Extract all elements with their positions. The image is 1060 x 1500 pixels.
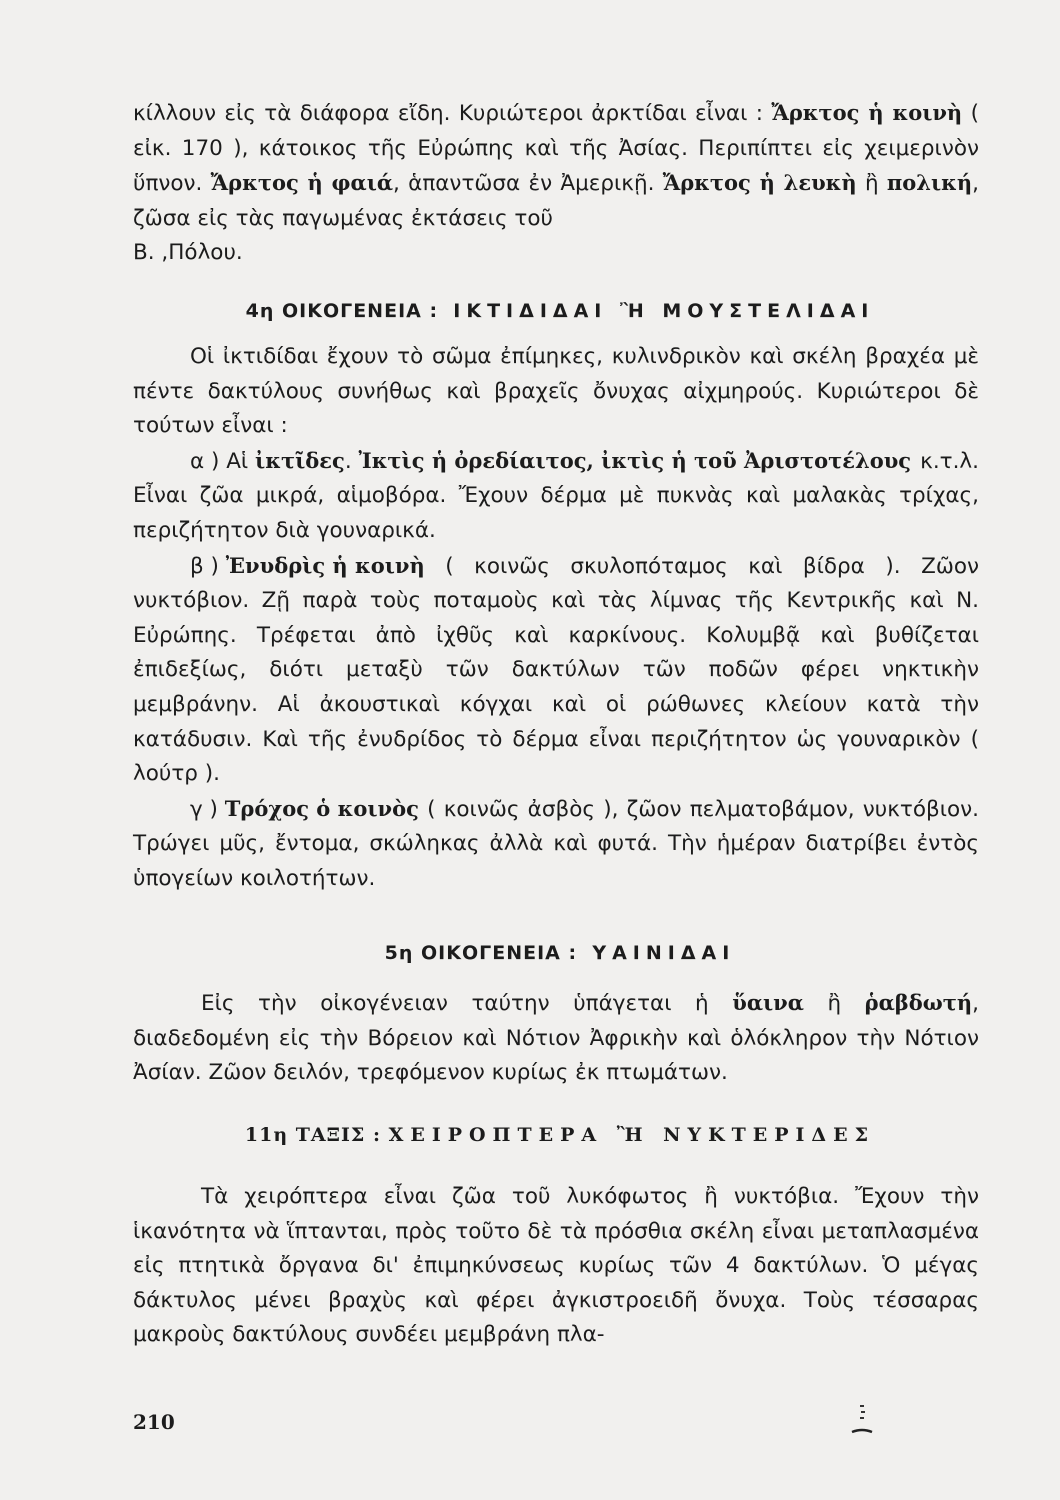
heading-family-5 <box>30 942 1060 964</box>
heading-name: ΥΑΙΝΙΔΑΙ <box>592 942 736 964</box>
text-run: , διαδεδομένη εἰς τὴν Βόρειον καὶ Νότιον Ἀφρικὴν καὶ ὁλόκληρον τὴν Νότιον Ἀσίαν. Ζῶον δειλόν, τρεφόμενον κυρίως ἐκ πτωμάτων. <box>133 991 979 1086</box>
bold-term: Ἄρκτος ἡ κοινὴ <box>771 100 963 125</box>
bold-term: Ἄρκτος ἡ λευκὴ <box>662 170 857 196</box>
heading-prefix: 11η ΤΑΞΙΣ : <box>244 1124 381 1146</box>
heading-order-11 <box>30 1124 1060 1146</box>
bold-term: ῥαβδωτή <box>864 990 973 1015</box>
text-run: κ.τ.λ. Εἶναι ζῶα μικρά, αἱμοβόρα. Ἔχουν δέρμα μὲ πυκνὰς καὶ μαλακὰς τρίχας, περιζήτητον διὰ γουναρικά. <box>133 448 979 543</box>
heading-name: ΙΚΤΙΔΙΔΑΙ Ἢ ΜΟΥΣΤΕΛΙΔΑΙ <box>453 300 875 322</box>
text-run: Β. ,Πόλου. <box>133 240 243 266</box>
text-run: ἢ <box>856 171 887 197</box>
text-run: ( εἰκ. 170 ), κάτοικος τῆς Εὐρώπης καὶ τῆς Ἀσίας. Περιπίπτει εἰς χειμερινὸν ὕπνον. <box>133 101 979 197</box>
bold-term: πολική <box>886 170 973 196</box>
bold-term: Ἰκτὶς ἡ ὀρεδίαιτος, ἰκτὶς ἡ τοῦ Ἀριστοτέλους <box>358 447 912 473</box>
bold-term: Τρόχος ὁ κοινὸς <box>224 795 419 821</box>
text-run: , ἁπαντῶσα ἐν Ἀμερικῇ. <box>393 171 663 197</box>
bold-term: ἰκτῖδες <box>255 447 345 473</box>
paragraph-hyenas <box>133 986 979 1091</box>
paragraph-mustelids <box>133 340 979 897</box>
text-run: Οἱ ἰκτιδίδαι ἔχουν τὸ σῶμα ἐπίμηκες, κυλινδρικὸν καὶ σκέλη βραχέα μὲ πέντε δακτύλους συνήθως καὶ βραχεῖς ὄνυχας αἰχμηρούς. Κυριώτεροι δὲ τούτων εἶναι : <box>133 344 979 439</box>
text-run: ( κοινῶς σκυλοπόταμος καὶ βίδρα ). Ζῶον νυκτόβιον. Ζῇ παρὰ τοὺς ποταμοὺς καὶ τὰς λίμνας τῆς Κεντρικῆς καὶ Ν. Εὐρώπης. Τρέφεται ἀπὸ ἰχθῦς καὶ καρκίνους. Κολυμβᾷ καὶ βυθίζεται ἐπιδεξίως, διότι μεταξὺ τῶν δακτύλων τῶν ποδῶν φέρει νηκτικὴν μεμβράνην. Αἱ ἀκουστικαὶ κόγχαι καὶ οἱ ρώθωνες κλείουν κατὰ τὴν κατάδυσιν. Καὶ τῆς ἐνυδρίδος τὸ δέρμα εἶναι περιζήτητον ὡς γουναρικὸν ( λούτρ ). <box>133 553 979 787</box>
heading-prefix: 4η ΟΙΚΟΓΕΝΕΙΑ : <box>245 300 439 322</box>
bold-term: Ἄρκτος ἡ φαιά <box>210 170 394 196</box>
printer-mark-icon <box>848 1402 876 1436</box>
text-run: ἢ <box>803 991 865 1016</box>
bold-term: ὕαινα <box>732 990 804 1015</box>
text-run: κίλλουν εἰς τὰ διάφορα εἴδη. Κυριώτεροι ἀρκτίδαι εἶναι : <box>133 101 772 126</box>
text-run: , ζῶσα εἰς τὰς παγωμένας ἐκτάσεις τοῦ <box>133 171 979 231</box>
text-run: . <box>344 448 359 474</box>
page-number: 210 <box>133 1410 175 1434</box>
bold-term: Ἐνυδρὶς ἡ κοινὴ <box>225 552 425 578</box>
list-label: β ) <box>190 553 226 579</box>
paragraph-bats: Τὰ χειρόπτερα εἶναι ζῶα τοῦ λυκόφωτος ἢ νυκτόβια. Ἔχουν τὴν ἱκανότητα νὰ ἵπτανται, πρὸς τοῦτο δὲ τὰ πρόσθια σκέλη εἶναι μεταπλασμένα εἰς πτητικὰ ὄργανα δι' ἐπιμηκύνσεως κυρίως τῶν 4 δακτύλων. Ὁ μέγας δάκτυλος μένει βραχὺς καὶ φέρει ἀγκιστροειδῆ ὄνυχα. Τοὺς τέσσαρας μακροὺς δακτύλους συνδέει μεμβράνη πλα- <box>133 1184 979 1348</box>
heading-name: ΧΕΙΡΟΠΤΕΡΑ Ἢ ΝΥΚΤΕΡΙΔΕΣ <box>388 1124 876 1146</box>
list-label: α ) Αἱ <box>190 448 256 474</box>
text-run: Εἰς τὴν οἰκογένειαν ταύτην ὑπάγεται ἡ <box>201 991 733 1016</box>
heading-family-4 <box>30 300 1060 322</box>
paragraph-bears <box>133 96 979 271</box>
text-run: ( κοινῶς ἀσβὸς ), ζῶον πελματοβάμον, νυκτόβιον. Τρώγει μῦς, ἔντομα, σκώληκας ἀλλὰ καὶ φυτά. Τὴν ἡμέραν διατρίβει ἐντὸς ὑπογείων κοιλοτήτων. <box>133 796 979 891</box>
heading-prefix: 5η ΟΙΚΟΓΕΝΕΙΑ : <box>384 942 578 964</box>
list-label: γ ) <box>190 796 225 822</box>
